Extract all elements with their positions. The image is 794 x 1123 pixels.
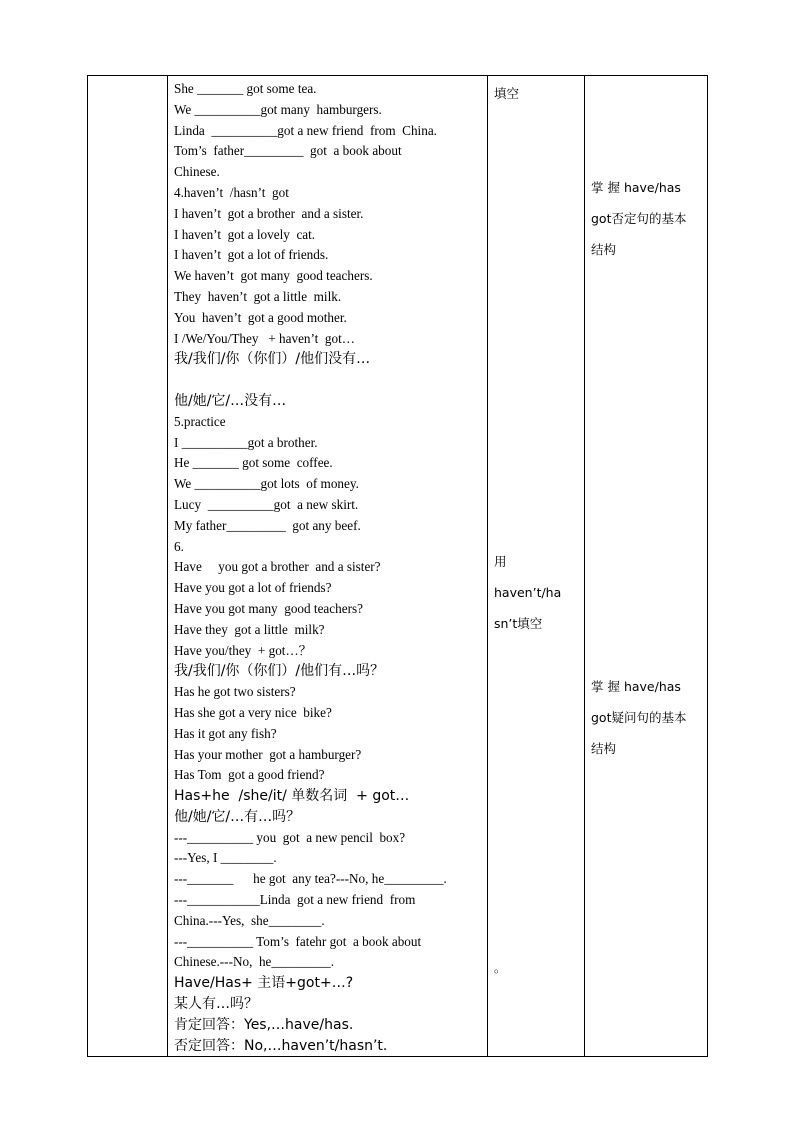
content-line: ---___________Linda got a new friend from [174, 892, 416, 908]
content-line: Has it got any fish? [174, 725, 277, 741]
content-line: They haven’t got a little milk. [174, 288, 342, 304]
content-line: 某人有…吗？ [174, 996, 258, 1013]
note-text: haven’t/ha [494, 585, 562, 600]
note-text: 结构 [591, 242, 617, 257]
note-text: 结构 [591, 741, 617, 756]
activity-cell [488, 76, 585, 1057]
activity-note-fill [494, 78, 580, 109]
content-line: I /We/You/They + haven’t got… [174, 330, 355, 346]
content-line: Has Tom got a good friend? [174, 767, 325, 783]
content-line: Linda __________got a new friend from China. [174, 122, 437, 138]
content-line: Have/Has+ 主语+got+…? [174, 975, 354, 992]
note-text: 掌 握 have/has [591, 679, 681, 694]
content-line: We __________got lots of money. [174, 476, 359, 492]
content-line: Have you got many good teachers? [174, 600, 363, 616]
content-line: Lucy __________got a new skirt. [174, 496, 359, 512]
content-line: I __________got a brother. [174, 434, 318, 450]
content-line: I haven’t got a lot of friends. [174, 247, 329, 263]
content-line: Have you got a brother and a sister? [174, 559, 381, 575]
content-line: 我/我们/你（你们）/他们没有… [174, 351, 371, 368]
content-line: Have they got a little milk? [174, 621, 325, 637]
note-text: sn’t填空 [494, 616, 543, 631]
table-row [88, 76, 708, 1057]
content-line: 6. [174, 538, 184, 554]
content-line: We haven’t got many good teachers. [174, 268, 373, 284]
content-cell [168, 76, 488, 1057]
lesson-table [87, 75, 708, 1057]
content-line: I haven’t got a lovely cat. [174, 226, 316, 242]
content-line: Chinese.---No, he_________. [174, 954, 335, 970]
content-line: He _______ got some coffee. [174, 455, 333, 471]
content-line: ---__________ you got a new pencil box? [174, 829, 406, 845]
note-text: 填空 [494, 86, 520, 101]
content-line: Tom’s father_________ got a book about [174, 143, 402, 159]
content-line: China.---Yes, she________. [174, 912, 325, 928]
goal-note-negative [591, 172, 701, 265]
activity-note-period [494, 952, 580, 983]
content-line: Has he got two sisters? [174, 684, 296, 700]
content-line [174, 370, 487, 391]
empty-cell [88, 76, 168, 1057]
note-text: got否定句的基本 [591, 211, 687, 226]
note-text: 。 [494, 960, 507, 975]
content-line: Chinese. [174, 164, 220, 180]
content-line: ---__________ Tom’s fatehr got a book about [174, 933, 422, 949]
content-line: 否定回答：No,…haven’t/hasn’t. [174, 1037, 388, 1054]
content-line: ---Yes, I ________. [174, 850, 277, 866]
content-line: ---_______ he got any tea?---No, he_________. [174, 871, 447, 887]
content-line: 5.practice [174, 413, 226, 429]
content-line: You haven’t got a good mother. [174, 309, 347, 325]
content-line: My father_________ got any beef. [174, 517, 361, 533]
content-line: Has+he /she/it/ 单数名词 + got… [174, 788, 410, 805]
note-text: 掌 握 have/has [591, 180, 681, 195]
content-line: I haven’t got a brother and a sister. [174, 205, 364, 221]
content-line: We __________got many hamburgers. [174, 101, 382, 117]
note-text: got疑问句的基本 [591, 710, 687, 725]
content-line: Have you/they + got…？ [174, 642, 312, 658]
note-text: 用 [494, 554, 507, 569]
content-lines [168, 76, 487, 1056]
content-line: 我/我们/你（你们）/他们有…吗？ [174, 663, 385, 680]
content-line: 4.haven’t /hasn’t got [174, 184, 289, 200]
goal-cell [585, 76, 708, 1057]
content-line: 肯定回答：Yes,…have/has. [174, 1016, 354, 1033]
content-line: 他/她/它/…有…吗？ [174, 808, 301, 825]
content-line: 他/她/它/…没有… [174, 392, 287, 409]
content-line: Has she got a very nice bike? [174, 704, 332, 720]
content-line: She _______ got some tea. [174, 81, 317, 96]
content-line: Have you got a lot of friends? [174, 580, 332, 596]
goal-note-question [591, 671, 701, 764]
content-line: Has your mother got a hamburger? [174, 746, 362, 762]
activity-note-use [494, 546, 580, 639]
